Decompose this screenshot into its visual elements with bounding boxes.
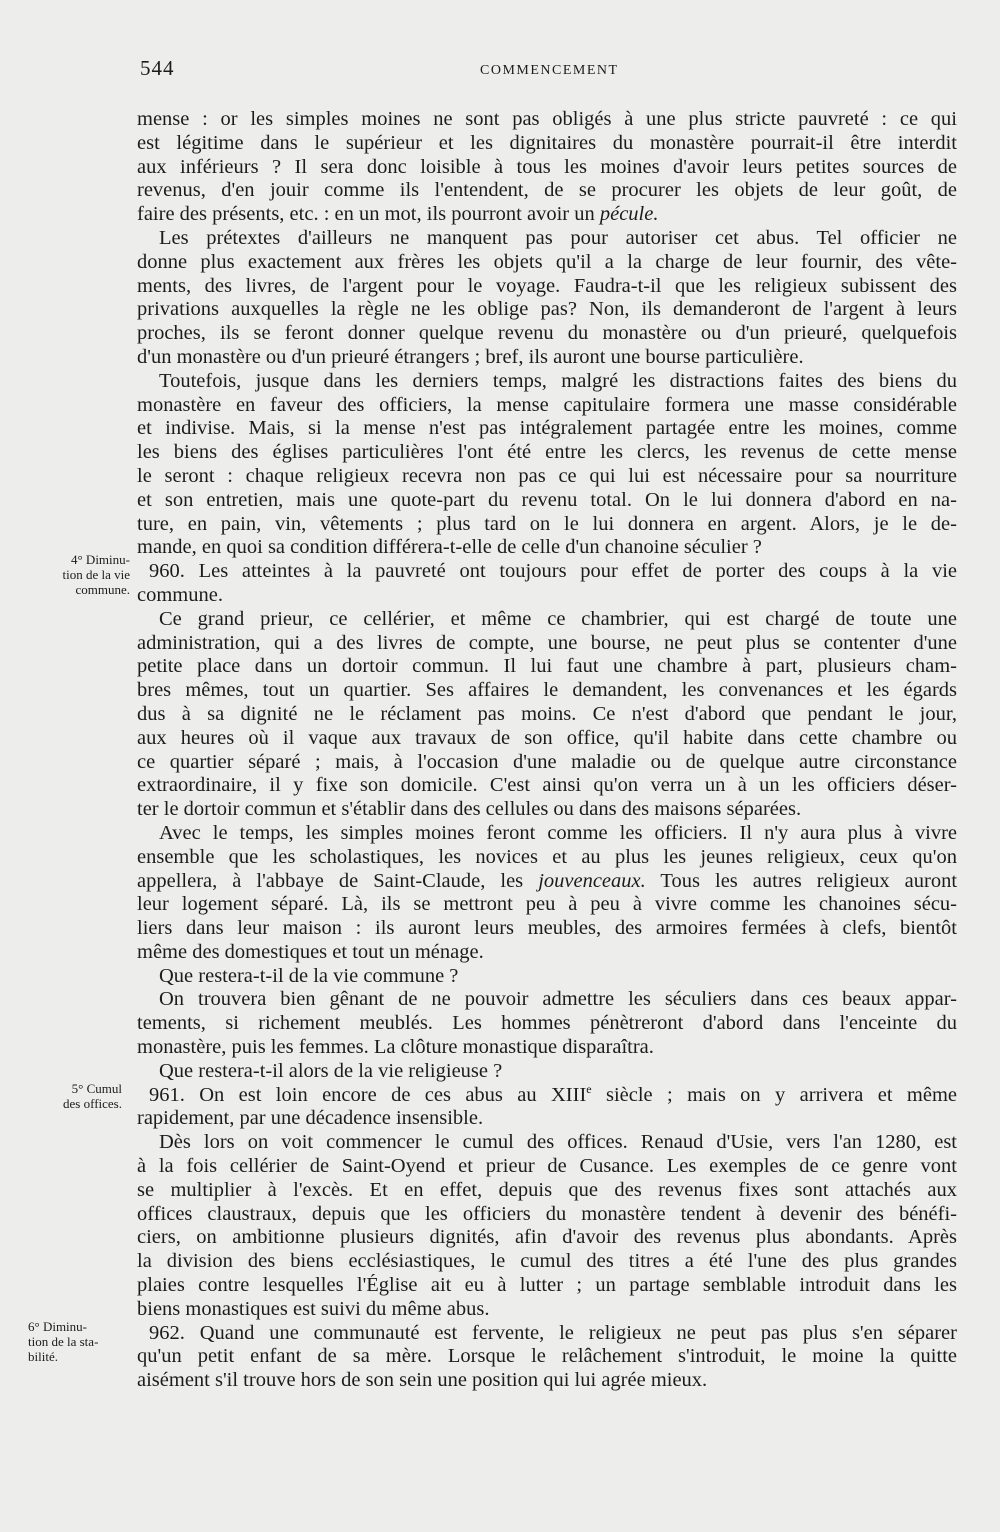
italic-term-jouvenceaux: jouvenceaux. [538, 869, 646, 892]
text-line: Avec le temps, les simples moines feront comme les officiers. Il n'y aura plus à vivre [159, 821, 957, 844]
text-line: Ce grand prieur, ce cellérier, et même ce chambrier, qui est chargé de toute une [159, 607, 957, 630]
text-line: ciers, on ambitionne plusieurs dignités, afin d'avoir des revenus plus abondants. Après [137, 1226, 957, 1249]
margin-note-line: 4° Diminu- [70, 552, 130, 567]
margin-note-cumul-offices [30, 1081, 122, 1111]
text-line [137, 1084, 957, 1108]
margin-note-diminution-stabilite [28, 1319, 120, 1364]
italic-term-pecule: pécule. [599, 203, 659, 226]
text-line: Les prétextes d'ailleurs ne manquent pas pour autoriser cet abus. Tel officier ne [159, 226, 957, 249]
text-line: mense : or les simples moines ne sont pas obligés à une plus stricte pauvreté : ce qui [137, 108, 957, 130]
text-line: monastère en faveur des officiers, la mense capitulaire formera une masse considérable [137, 393, 957, 416]
margin-note-line: des offices. [63, 1096, 122, 1111]
text-fragment: appellera, à l'abbaye de Saint-Claude, les [137, 869, 524, 892]
text-line: à la fois cellérier de Saint-Oyend et prieur de Cusance. Les exemples de ce genre vont [137, 1155, 957, 1178]
text-fragment: Tous les autres religieux auront [645, 869, 957, 892]
text-line: le seront : chaque religieux recevra non pas ce qui lui est nécessaire pour sa nourriture [137, 464, 957, 487]
text-line: petite place dans un dortoir commun. Il lui faut une chambre à part, plusieurs cham- [137, 655, 957, 678]
page-number: 544 [140, 56, 175, 80]
text-line: ments, des livres, de l'argent pour le voyage. Faudra-t-il que les religieux subissent des [137, 274, 957, 297]
text-line: Que restera-t-il alors de la vie religieuse ? [159, 1059, 503, 1082]
text-line [137, 203, 957, 227]
text-line: rapidement, par une décadence insensible. [137, 1107, 484, 1130]
text-line: tements, si richement meublés. Les hommes pénètreront d'abord dans l'enceinte du [137, 1012, 957, 1035]
text-line: offices claustraux, depuis que les officiers du monastère tendent à devenir des bénéfi- [137, 1202, 957, 1225]
text-line: bres mêmes, tout un quartier. Ses affaires le demandent, les convenances et les égards [137, 679, 957, 702]
text-line: la division des biens ecclésiastiques, le cumul des titres a été l'une des plus grandes [137, 1250, 957, 1273]
text-line: donne plus exactement aux frères les objets qu'il a la charge de leur fournir, des vête- [137, 250, 957, 273]
text-line: dus à sa dignité ne le réclament pas moins. Ce n'est d'abord que pendant le jour, [137, 702, 957, 725]
text-line: 960. Les atteintes à la pauvreté ont toujours pour effet de porter des coups à la vie [149, 560, 957, 583]
margin-note-line: tion de la sta- [28, 1334, 99, 1349]
text-fragment: 961. On est loin encore de ces abus au XIII [149, 1083, 587, 1106]
text-line: d'un monastère ou d'un prieuré étrangers ; bref, ils auront une bourse particulière. [137, 345, 804, 368]
text-line: privations auxquelles la règle ne les oblige pas? Non, ils demanderont de l'argent à leurs [137, 298, 957, 321]
text-line: Toutefois, jusque dans les derniers temps, malgré les distractions faites des biens du [159, 369, 957, 392]
text-line: Dès lors on voit commencer le cumul des offices. Renaud d'Usie, vers l'an 1280, est [159, 1131, 957, 1154]
text-line: est légitime dans le supérieur et les dignitaires du monastère pourrait-il être interdit [137, 131, 957, 154]
text-line: se multiplier à l'excès. Et en effet, depuis que des revenus fixes sont attachés aux [137, 1178, 957, 1201]
superscript: e [586, 1083, 592, 1096]
margin-note-diminution-vie-commune [38, 552, 130, 597]
margin-note-line: tion de la vie [62, 567, 130, 582]
margin-note-line: bilité. [28, 1349, 58, 1364]
running-title: COMMENCEMENT [480, 63, 619, 78]
text-line [137, 870, 957, 894]
text-line: plaies contre lesquelles l'Église ait eu à lutter ; un partage semblable introduit dans les [137, 1274, 957, 1297]
text-line: ture, en pain, vin, vêtements ; plus tard on le lui donnera en argent. Alors, je le de- [137, 512, 957, 535]
text-line: aux inférieurs ? Il sera donc loisible à tous les moines d'avoir leurs petites sources de [137, 155, 957, 178]
text-line: même des domestiques et tout un ménage. [137, 940, 484, 963]
text-line: Que restera-t-il de la vie commune ? [159, 964, 459, 987]
text-line: aisément s'il trouve hors de son sein une position qui lui agrée mieux. [137, 1369, 708, 1392]
text-line: leur logement séparé. Là, ils se mettront peu à peu à vivre comme les chanoines sécu- [137, 893, 957, 916]
text-fragment: siècle ; mais on y arrivera et même [591, 1083, 957, 1106]
text-line: commune. [137, 583, 223, 606]
text-line: ter le dortoir commun et s'établir dans des cellules ou dans des maisons séparées. [137, 798, 802, 821]
text-line: 962. Quand une communauté est fervente, le religieux ne peut pas plus s'en séparer [149, 1321, 957, 1344]
text-line: et indivise. Mais, si la mense n'est pas intégralement partagée entre les moines, comme [137, 417, 957, 440]
text-line: monastère, puis les femmes. La clôture monastique disparaîtra. [137, 1036, 654, 1059]
text-line: biens monastiques est suivi du même abus. [137, 1297, 490, 1320]
margin-note-line: 5° Cumul [71, 1081, 122, 1096]
text-line: administration, qui a des livres de compte, une bourse, ne peut plus se contenter d'une [137, 631, 957, 654]
page-header [0, 56, 1000, 86]
text-fragment: faire des présents, etc. : en un mot, ils pourront avoir un [137, 203, 595, 226]
text-line: revenus, d'en jouir comme ils l'entendent, de se procurer les objets de leur goût, de [137, 179, 957, 202]
text-line: et son entretien, mais une quote-part du revenu total. On le lui donnera d'abord en na- [137, 488, 957, 511]
text-line: aux heures où il vaque aux travaux de son office, qu'il habite dans cette chambre ou [137, 726, 957, 749]
text-line: qu'un petit enfant de sa mère. Lorsque le relâchement s'introduit, le moine la quitte [137, 1345, 957, 1368]
text-line: mande, en quoi sa condition différera-t-elle de celle d'un chanoine séculier ? [137, 536, 762, 559]
text-line: ce quartier séparé ; mais, à l'occasion d'une maladie ou de quelque autre circonstance [137, 750, 957, 773]
text-line: extraordinaire, il y fixe son domicile. C'est ainsi qu'on verra un à un les officiers déser- [137, 774, 957, 797]
margin-note-line: commune. [75, 582, 130, 597]
margin-note-line: 6° Diminu- [28, 1319, 88, 1334]
text-line: proches, ils se feront donner quelque revenu du monastère ou d'un prieuré, quelquefois [137, 322, 957, 345]
body-text [137, 108, 957, 1393]
text-line: les biens des églises particulières l'ont été entre les clercs, les revenus de cette mense [137, 441, 957, 464]
text-line: On trouvera bien gênant de ne pouvoir admettre les séculiers dans ces beaux appar- [159, 988, 957, 1011]
text-line: liers dans leur maison : ils auront leurs meubles, des armoires fermées à clefs, bientôt [137, 917, 957, 940]
text-line: ensemble que les scholastiques, les novices et au plus les jeunes religieux, ceux qu'on [137, 845, 957, 868]
